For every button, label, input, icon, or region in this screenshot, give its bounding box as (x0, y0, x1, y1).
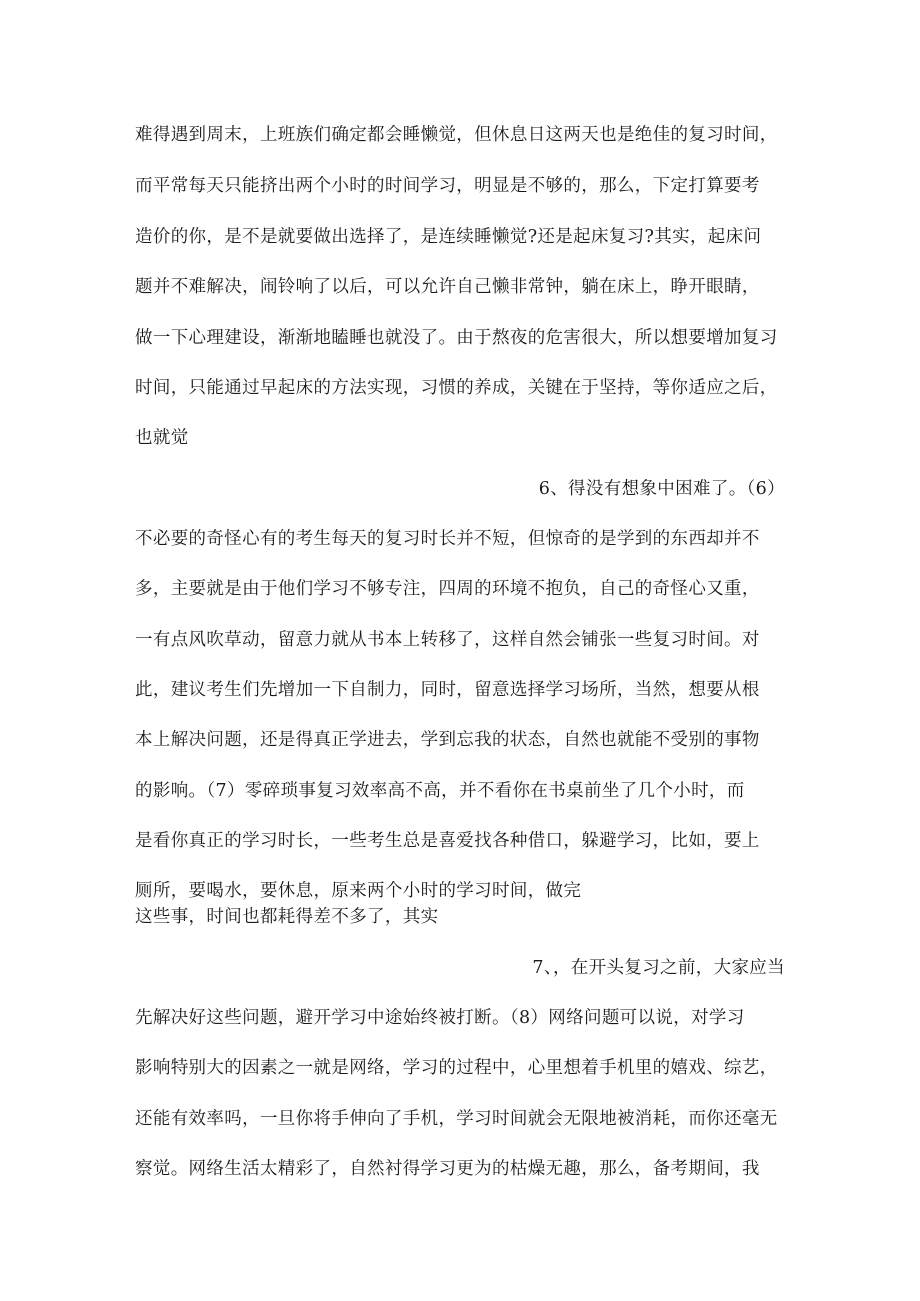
text-line: 造价的你，是不是就要做出选择了，是连续睡懒觉?还是起床复习?其实，起床问 (135, 227, 762, 247)
text-line: 察觉。网络生活太精彩了，自然衬得学习更为的枯燥无趣，那么，备考期间，我 (135, 1159, 760, 1179)
section-heading-7: 7、，在开头复习之前，大家应当 (532, 958, 785, 978)
text-line: 是看你真正的学习时长，一些考生总是喜爱找各种借口，躲避学习，比如，要上 (135, 831, 760, 851)
text-line: 不必要的奇怪心有的考生每天的复习时长并不短，但惊奇的是学到的东西却并不 (135, 529, 760, 549)
text-line: 也就觉 (135, 428, 189, 448)
text-line: 时间，只能通过早起床的方法实现，习惯的养成，关键在于坚持，等你适应之后， (135, 378, 778, 398)
section-heading-6: 6、得没有想象中困难了。（6） (538, 479, 785, 499)
text-line: 此，建议考生们先增加一下自制力，同时，留意选择学习场所，当然，想要从根 (135, 680, 760, 700)
text-line: 的影响。（7）零碎琐事复习效率高不高，并不看你在书桌前坐了几个小时，而 (135, 781, 745, 801)
text-line: 厕所，要喝水，要休息，原来两个小时的学习时间，做完 (135, 881, 582, 901)
text-line: 做一下心理建设，渐渐地瞌睡也就没了。由于熬夜的危害很大，所以想要增加复习 (135, 328, 778, 348)
text-line: 先解决好这些问题，避开学习中途始终被打断。（8）网络问题可以说，对学习 (135, 1008, 745, 1028)
text-line: 还能有效率吗，一旦你将手伸向了手机，学习时间就会无限地被消耗，而你还毫无 (135, 1109, 778, 1129)
text-line: 题并不难解决，闹铃响了以后，可以允许自己懒非常钟，躺在床上，睁开眼睛， (135, 277, 760, 297)
text-line: 难得遇到周末，上班族们确定都会睡懒觉，但休息日这两天也是绝佳的复习时间， (135, 125, 778, 145)
text-line: 这些事，时间也都耗得差不多了，其实 (135, 907, 439, 927)
text-line: 影响特别大的因素之一就是网络，学习的过程中，心里想着手机里的嬉戏、综艺， (135, 1058, 778, 1078)
text-line: 一有点风吹草动，留意力就从书本上转移了，这样自然会铺张一些复习时间。对 (135, 630, 760, 650)
text-line: 本上解决问题，还是得真正学进去，学到忘我的状态，自然也就能不受别的事物 (135, 730, 760, 750)
text-line: 多，主要就是由于他们学习不够专注，四周的环境不抱负，自己的奇怪心又重， (135, 579, 760, 599)
text-line: 而平常每天只能挤出两个小时的时间学习，明显是不够的，那么，下定打算要考 (135, 176, 760, 196)
